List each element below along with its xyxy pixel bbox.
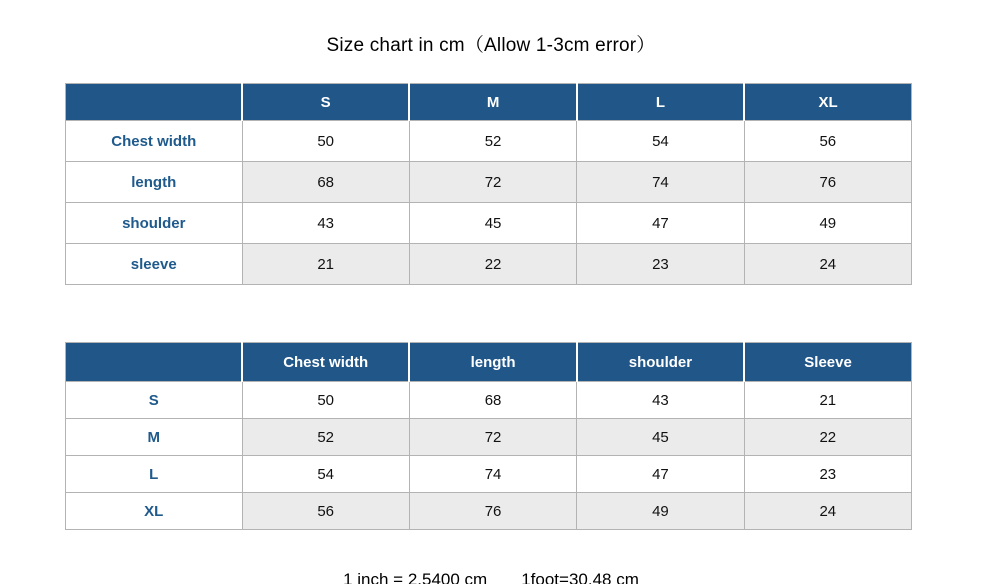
- column-header: shoulder: [577, 343, 744, 382]
- row-label: Chest width: [66, 121, 243, 162]
- value-cell: 21: [744, 382, 911, 419]
- table-row: [66, 493, 912, 530]
- value-cell: 21: [242, 244, 409, 285]
- value-cell: 72: [409, 162, 576, 203]
- value-cell: 45: [577, 419, 744, 456]
- column-header: length: [409, 343, 576, 382]
- row-label: XL: [66, 493, 243, 530]
- column-header: XL: [744, 84, 911, 121]
- value-cell: 76: [744, 162, 911, 203]
- row-label: L: [66, 456, 243, 493]
- unit-conversion-note: [0, 570, 982, 584]
- row-label: length: [66, 162, 243, 203]
- corner-cell: [66, 343, 243, 382]
- table-row: [66, 203, 912, 244]
- size-by-measurement-table: [65, 342, 912, 530]
- column-header: Sleeve: [744, 343, 911, 382]
- value-cell: 47: [577, 203, 744, 244]
- foot-conversion-text: 1foot=30.48 cm: [521, 570, 639, 584]
- value-cell: 24: [744, 244, 911, 285]
- page-title: Size chart in cm（Allow 1-3cm error）: [326, 35, 656, 56]
- value-cell: 54: [577, 121, 744, 162]
- value-cell: 43: [577, 382, 744, 419]
- value-cell: 74: [409, 456, 576, 493]
- value-cell: 76: [409, 493, 576, 530]
- row-label: M: [66, 419, 243, 456]
- value-cell: 43: [242, 203, 409, 244]
- header-row: [66, 84, 912, 121]
- column-header: S: [242, 84, 409, 121]
- column-header: M: [409, 84, 576, 121]
- column-header: L: [577, 84, 744, 121]
- value-cell: 49: [744, 203, 911, 244]
- value-cell: 54: [242, 456, 409, 493]
- value-cell: 68: [409, 382, 576, 419]
- size-chart-page: [0, 30, 982, 584]
- value-cell: 52: [242, 419, 409, 456]
- value-cell: 52: [409, 121, 576, 162]
- header-row: [66, 343, 912, 382]
- value-cell: 45: [409, 203, 576, 244]
- value-cell: 74: [577, 162, 744, 203]
- value-cell: 23: [744, 456, 911, 493]
- value-cell: 24: [744, 493, 911, 530]
- value-cell: 49: [577, 493, 744, 530]
- value-cell: 50: [242, 121, 409, 162]
- value-cell: 68: [242, 162, 409, 203]
- corner-cell: [66, 84, 243, 121]
- value-cell: 22: [409, 244, 576, 285]
- row-label: shoulder: [66, 203, 243, 244]
- value-cell: 56: [242, 493, 409, 530]
- inch-conversion-text: 1 inch = 2.5400 cm: [343, 570, 488, 584]
- row-label: sleeve: [66, 244, 243, 285]
- value-cell: 56: [744, 121, 911, 162]
- table-row: [66, 121, 912, 162]
- row-label: S: [66, 382, 243, 419]
- table-row: [66, 244, 912, 285]
- table-row: [66, 456, 912, 493]
- value-cell: 22: [744, 419, 911, 456]
- value-cell: 72: [409, 419, 576, 456]
- measurement-by-size-table: [65, 83, 912, 285]
- value-cell: 50: [242, 382, 409, 419]
- value-cell: 23: [577, 244, 744, 285]
- value-cell: 47: [577, 456, 744, 493]
- column-header: Chest width: [242, 343, 409, 382]
- table-row: [66, 162, 912, 203]
- table-row: [66, 382, 912, 419]
- table-row: [66, 419, 912, 456]
